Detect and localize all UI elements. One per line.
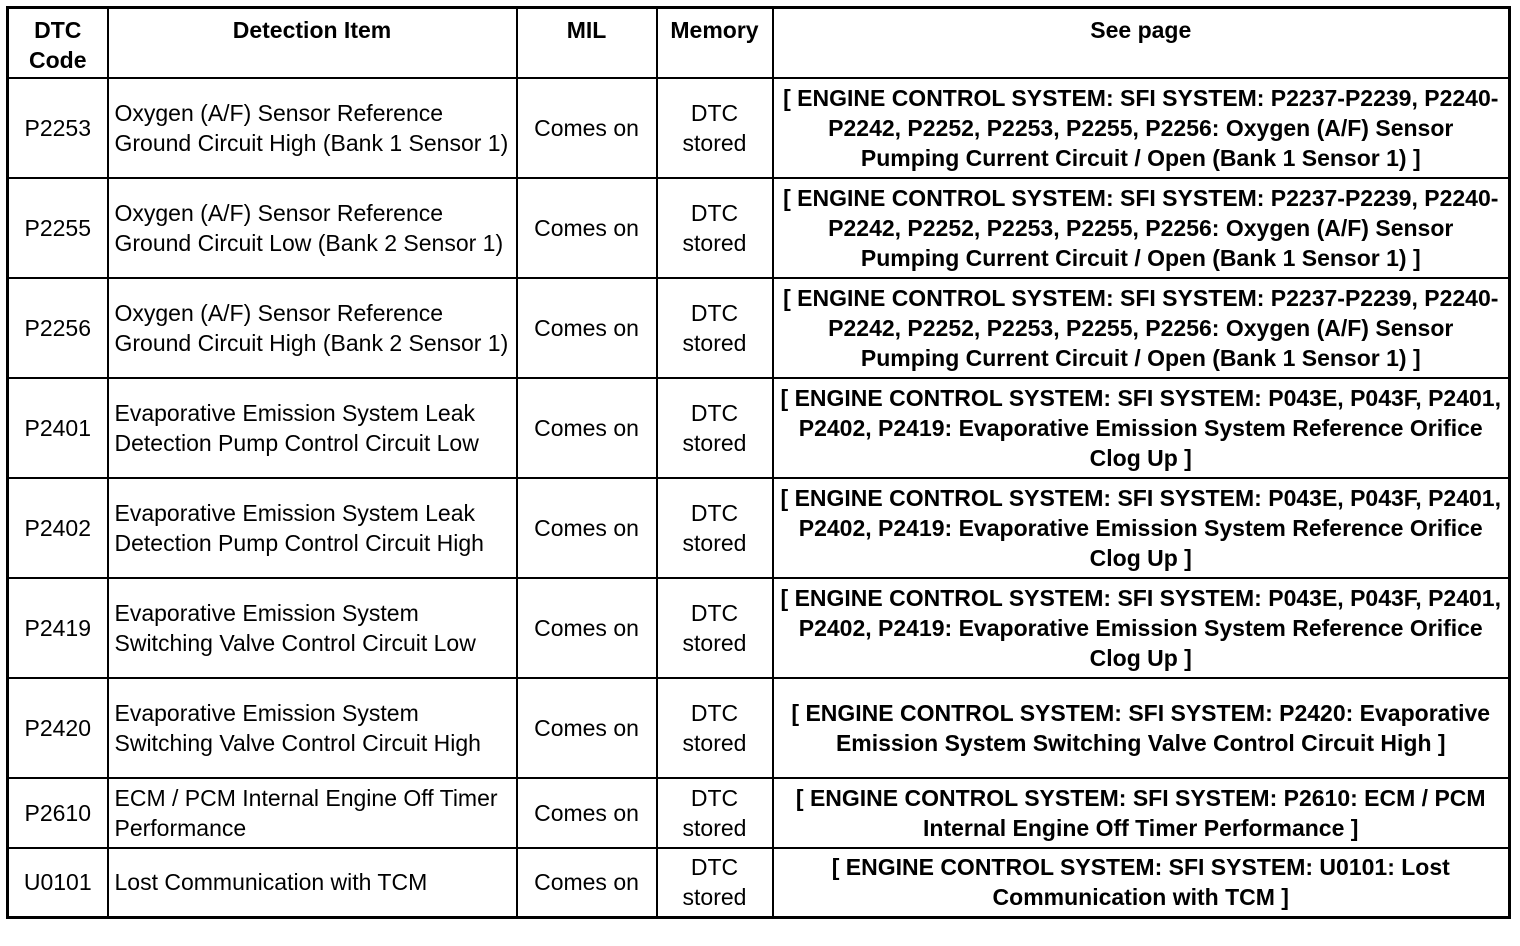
dtc-code-cell: P2419 [8, 578, 108, 678]
memory-line-2: stored [682, 729, 747, 756]
memory-cell [657, 478, 773, 578]
see-page-link[interactable]: [ ENGINE CONTROL SYSTEM: SFI SYSTEM: P2237-P2239, P2240-P2242, P2252, P2253, P2255, P2256: Oxygen (A/F) Sensor Pumping Current Circuit / Open (Bank 1 Sensor 1) ] [773, 178, 1510, 278]
memory-line-1: DTC [690, 784, 739, 811]
table-row [8, 478, 1510, 578]
detection-item-cell: Oxygen (A/F) Sensor Reference Ground Circuit Low (Bank 2 Sensor 1) [108, 178, 517, 278]
mil-cell: Comes on [517, 78, 657, 178]
see-page-link[interactable]: [ ENGINE CONTROL SYSTEM: SFI SYSTEM: U0101: Lost Communication with TCM ] [773, 848, 1510, 918]
see-page-link[interactable]: [ ENGINE CONTROL SYSTEM: SFI SYSTEM: P043E, P043F, P2401, P2402, P2419: Evaporative Emission System Reference Orifice Clog Up ] [773, 378, 1510, 478]
table-row [8, 848, 1510, 918]
header-dtc-code: DTC Code [8, 8, 108, 78]
memory-line-1: DTC [690, 299, 739, 326]
table-header-row [8, 8, 1510, 78]
memory-cell [657, 678, 773, 778]
memory-line-1: DTC [690, 499, 739, 526]
memory-line-2: stored [682, 229, 747, 256]
memory-line-2: stored [682, 814, 747, 841]
see-page-link[interactable]: [ ENGINE CONTROL SYSTEM: SFI SYSTEM: P2237-P2239, P2240-P2242, P2252, P2253, P2255, P2256: Oxygen (A/F) Sensor Pumping Current Circuit / Open (Bank 1 Sensor 1) ] [773, 78, 1510, 178]
mil-cell: Comes on [517, 848, 657, 918]
dtc-table [6, 6, 1511, 919]
memory-cell [657, 178, 773, 278]
table-row [8, 278, 1510, 378]
detection-item-cell: Oxygen (A/F) Sensor Reference Ground Circuit High (Bank 1 Sensor 1) [108, 78, 517, 178]
dtc-code-cell: P2402 [8, 478, 108, 578]
detection-item-cell: Evaporative Emission System Switching Valve Control Circuit High [108, 678, 517, 778]
detection-item-cell: ECM / PCM Internal Engine Off Timer Performance [108, 778, 517, 848]
memory-line-1: DTC [690, 599, 739, 626]
memory-line-2: stored [682, 129, 747, 156]
detection-item-cell: Lost Communication with TCM [108, 848, 517, 918]
header-mil: MIL [517, 8, 657, 78]
memory-cell [657, 778, 773, 848]
header-detection-item: Detection Item [108, 8, 517, 78]
dtc-code-cell: P2255 [8, 178, 108, 278]
memory-cell [657, 578, 773, 678]
memory-line-2: stored [682, 629, 747, 656]
detection-item-cell: Evaporative Emission System Leak Detection Pump Control Circuit Low [108, 378, 517, 478]
mil-cell: Comes on [517, 578, 657, 678]
dtc-code-cell: P2610 [8, 778, 108, 848]
see-page-link[interactable]: [ ENGINE CONTROL SYSTEM: SFI SYSTEM: P043E, P043F, P2401, P2402, P2419: Evaporative Emission System Reference Orifice Clog Up ] [773, 578, 1510, 678]
see-page-link[interactable]: [ ENGINE CONTROL SYSTEM: SFI SYSTEM: P2237-P2239, P2240-P2242, P2252, P2253, P2255, P2256: Oxygen (A/F) Sensor Pumping Current Circuit / Open (Bank 1 Sensor 1) ] [773, 278, 1510, 378]
detection-item-cell: Evaporative Emission System Switching Valve Control Circuit Low [108, 578, 517, 678]
detection-item-cell: Oxygen (A/F) Sensor Reference Ground Circuit High (Bank 2 Sensor 1) [108, 278, 517, 378]
table-row [8, 78, 1510, 178]
memory-line-1: DTC [690, 699, 739, 726]
memory-line-1: DTC [690, 199, 739, 226]
mil-cell: Comes on [517, 278, 657, 378]
dtc-code-cell: P2256 [8, 278, 108, 378]
see-page-link[interactable]: [ ENGINE CONTROL SYSTEM: SFI SYSTEM: P043E, P043F, P2401, P2402, P2419: Evaporative Emission System Reference Orifice Clog Up ] [773, 478, 1510, 578]
table-row [8, 378, 1510, 478]
mil-cell: Comes on [517, 778, 657, 848]
header-memory: Memory [657, 8, 773, 78]
memory-line-1: DTC [690, 854, 739, 881]
dtc-code-cell: P2420 [8, 678, 108, 778]
table-row [8, 678, 1510, 778]
detection-item-cell: Evaporative Emission System Leak Detection Pump Control Circuit High [108, 478, 517, 578]
memory-line-2: stored [682, 429, 747, 456]
memory-cell [657, 278, 773, 378]
header-see-page: See page [773, 8, 1510, 78]
memory-cell [657, 848, 773, 918]
dtc-code-cell: U0101 [8, 848, 108, 918]
mil-cell: Comes on [517, 178, 657, 278]
table-row [8, 778, 1510, 848]
memory-line-2: stored [682, 529, 747, 556]
dtc-code-cell: P2401 [8, 378, 108, 478]
mil-cell: Comes on [517, 678, 657, 778]
memory-line-1: DTC [690, 399, 739, 426]
memory-line-2: stored [682, 329, 747, 356]
see-page-link[interactable]: [ ENGINE CONTROL SYSTEM: SFI SYSTEM: P2610: ECM / PCM Internal Engine Off Timer Performance ] [773, 778, 1510, 848]
memory-cell [657, 378, 773, 478]
see-page-link[interactable]: [ ENGINE CONTROL SYSTEM: SFI SYSTEM: P2420: Evaporative Emission System Switching Valve Control Circuit High ] [773, 678, 1510, 778]
table-row [8, 578, 1510, 678]
dtc-code-cell: P2253 [8, 78, 108, 178]
table-row [8, 178, 1510, 278]
memory-line-1: DTC [690, 99, 739, 126]
memory-cell [657, 78, 773, 178]
memory-line-2: stored [682, 884, 747, 911]
mil-cell: Comes on [517, 478, 657, 578]
mil-cell: Comes on [517, 378, 657, 478]
